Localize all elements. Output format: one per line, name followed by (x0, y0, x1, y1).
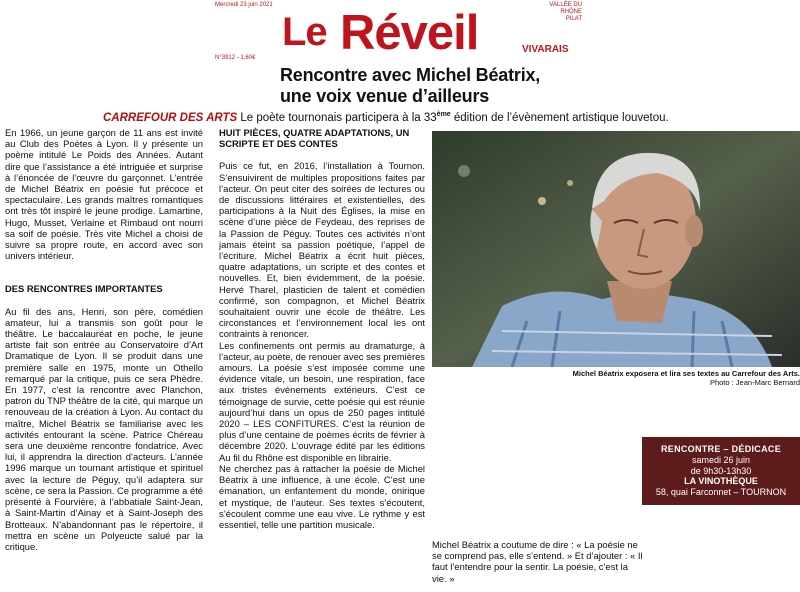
photo-caption (432, 369, 800, 387)
article-headline (280, 65, 545, 107)
masthead-region (530, 2, 582, 23)
logo-name: Réveil (340, 6, 479, 60)
masthead-edition: VIVARAIS (522, 44, 569, 55)
event-info-box (642, 437, 800, 505)
article-kicker (103, 111, 669, 124)
portrait-photo (432, 131, 800, 367)
article-column-1 (5, 127, 203, 592)
col1-paragraph-1: En 1966, un jeune garçon de 11 ans est invité au Club des Poètes à Lyon. Il y présente un poème intitulé Le Poids des Années. Autant dire que l’assistance a été intriguée et surprise à l’énoncée de l’œuvre du garçonnet. L’entrée de Michel Béatrix en poésie fut précoce et spectaculaire. Les grands maîtres romantiques ont très tôt inspiré le jeune prodige. Lamartine, Hugo, Musset, Verlaine et Rimbaud ont nourri sa soif de poésie. Très vite Michel a choisi de suivre sa propre route, en accord avec son univers intérieur. (5, 127, 203, 262)
masthead-date: Mercredi 23 juin 2021 (215, 2, 273, 8)
masthead-region-top: VALLÉE DU RHÔNE (549, 2, 582, 15)
event-title: RENCONTRE – DÉDICACE (660, 444, 781, 454)
headline-line-1: Rencontre avec Michel Béatrix, (280, 65, 541, 85)
col2-subheading: HUIT PIÈCES, QUATRE ADAPTATIONS, UN SCRIPTE ET DES CONTES (219, 127, 410, 150)
col1-subheading: DES RENCONTRES IMPORTANTES (5, 283, 163, 295)
headline-line-2: une voix venue d’ailleurs (280, 86, 490, 106)
event-address: 58, quai Farconnet – TOURNON (655, 487, 787, 498)
col2-paragraph-1: Puis ce fut, en 2016, l’installation à Tournon. S’ensuivirent de multiples propositions faites par l’acteur. On peut citer des soirées de lectures ou de discussions littéraires et existentielles, des participations à la Nuit des Églises, la mise en scène d’une pièce de Feydeau, des reprises de la Passion de Péguy. Toutes ces activités n’ont jamais éteint sa passion poétique, l’appel de l’écriture. Michel Béatrix a écrit huit pièces, quatre adaptations, un scripte et des contes et nouvelles. Et, bien évidemment, de la poésie. Hervé Tharel, plasticien de talent et comédien confirmé, son compagnon, et Michel Béatrix souhaitaient ouvrir une école de théâtre. Les circonstances et l’environnement local les ont contraints à renoncer. (219, 160, 425, 340)
caption-text: Michel Béatrix exposera et lira ses textes au Carrefour des Arts. (572, 369, 800, 378)
event-venue: LA VINOTHÈQUE (684, 476, 758, 487)
caption-credit: Photo : Jean-Marc Bernard (709, 378, 800, 387)
event-hours: de 9h30-13h30 (690, 465, 752, 476)
kicker-superscript: ème (436, 111, 451, 118)
masthead-issue: N°3912 - 1,60€ (215, 55, 256, 61)
col3-paragraph-1: Michel Béatrix a coutume de dire : « La poésie ne se comprend pas, elle s’entend. » Et d’ajouter : « Il faut l’entendre pour la sentir. La poésie, c’est la vie. » (432, 539, 643, 584)
logo-le: Le (282, 10, 327, 54)
portrait-illustration (432, 131, 800, 367)
col2-paragraph-2: Les confinements ont permis au dramaturge, à l’acteur, au poète, de renouer avec ses premières amours. La poésie s’est imposée comme une évidence vitale, un besoin, une respiration, face aux tristes évènements extérieurs. C’est ce témoignage de survie, cette poésie qui est réunie aujourd’hui dans un opus de 250 pages intitulé 2020 – LES CONFITURES. C’est la réunion de plus d’une centaine de poèmes écrits de février à décembre 2020. L’ouvrage édité par les éditions Au fil du Rhône est disponible en librairie. (219, 339, 425, 463)
event-date: samedi 26 juin (691, 454, 751, 465)
article-column-2 (219, 127, 425, 592)
col2-paragraph-3: Ne cherchez pas à rattacher la poésie de Michel Béatrix à une influence, à une école. C’est une émanation, un enfantement du monde, onirique et mystique, de l’auteur. Ses textes s’écoutent, s’écoulent comme une eau vive. Le rythme y est essentiel, telle une partition musicale. (219, 462, 425, 530)
col1-paragraph-2: Au fil des ans, Henri, son père, comédien amateur, lui a transmis son goût pour le théâtre. Le baccalauréat en poche, le jeune artiste fait son entrée au Conservatoire d’Art Dramatique de Lyon. Il se produit dans une première salle en 1975, monte un Othello remarqué par la critique, puis ce sera Phèdre. En 1977, c’est la rencontre avec Planchon, patron du TNP théâtre de la cité, qui marque un renouveau de la création à Lyon. Au contact du maître, Michel Béatrix se familiarise avec les activités entourant la scène. Patrice Chéreau sera une deuxième rencontre fondatrice. Avec lui, il apprendra la direction d’acteurs. L’année 1996 marque un tournant artistique et spirituel avec la lecture de Péguy, qu’il adaptera sur scène, ce sera la Passion. Ce programme a été présenté à Fourvière, à l’abbatiale Saint-Jean, à Saint-Martin d’Ainay et à Saint-Joseph des Brotteaux. N’abandonnant pas le répertoire, il mettra en scène un Polyeucte salué par la critique. (5, 305, 203, 552)
kicker-text-before: Le poète tournonais participera à la 33 (237, 111, 437, 124)
kicker-label: CARREFOUR DES ARTS (103, 111, 238, 124)
article-column-3 (432, 539, 644, 592)
masthead-region-bottom: PILAT (565, 16, 582, 22)
kicker-text-after: édition de l’évènement artistique louvetou. (450, 111, 669, 124)
